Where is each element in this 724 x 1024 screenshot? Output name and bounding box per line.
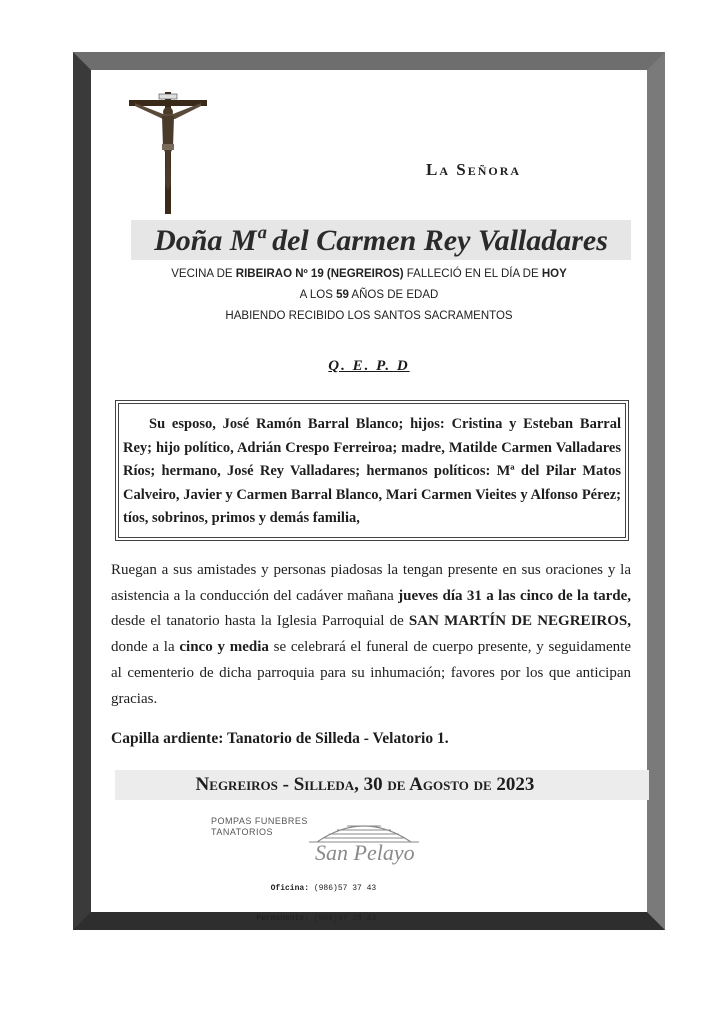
family-box	[115, 400, 629, 541]
request-time: jueves día 31 a las cinco de la tarde,	[398, 587, 631, 604]
request-paragraph	[111, 558, 631, 712]
request-funeral-time: cinco y media	[179, 639, 269, 656]
office-phone: (986)57 37 43	[313, 884, 377, 893]
funeral-home-brand: San Pelayo	[315, 840, 415, 865]
date-line: Negreiros - Silleda, 30 de Agosto de 2023	[195, 774, 535, 795]
detail-line-age	[91, 289, 647, 301]
chapel-line: Capilla ardiente: Tanatorio de Silleda - Velatorio 1.	[111, 730, 449, 747]
request-text: desde el tanatorio hasta la Iglesia Parroquial de	[111, 613, 409, 630]
funeral-home-logo	[211, 816, 431, 923]
detail-text: FALLECIÓ EN EL DÍA DE	[403, 268, 542, 280]
crucifix-icon	[129, 92, 209, 214]
request-text: se celebrará el funeral de cuerpo presente, y seguidamente al cementerio de dicha parroquia para su inhumación; favores por los que anticipan gracias.	[111, 639, 631, 707]
family-box-inner	[118, 403, 626, 538]
detail-line-residence	[91, 268, 647, 280]
request-church: SAN MARTÍN DE NEGREIROS,	[408, 613, 631, 630]
permanent-phone: (986)57 28 43	[313, 914, 377, 923]
detail-age: 59	[336, 289, 349, 301]
obituary-frame	[73, 52, 665, 930]
tagline-line-2: TANATORIOS	[211, 827, 274, 837]
title-la-senora: La Señora	[426, 160, 522, 179]
detail-day: HOY	[541, 268, 567, 280]
obituary-content	[91, 70, 647, 923]
detail-text: VECINA DE	[171, 268, 236, 280]
detail-address: RIBEIRAO Nº 19 (NEGREIROS)	[235, 268, 404, 280]
tagline-line-1: POMPAS FUNEBRES	[211, 816, 308, 826]
deceased-name: Doña Mª del Carmen Rey Valladares	[154, 224, 608, 257]
family-text: Su esposo, José Ramón Barral Blanco; hijos: Cristina y Esteban Barral Rey; hijo político, Adrián Crespo Ferreiroa; madre, Matilde Carmen Valladares Ríos; hermano, José Rey Valladares; hermanos políticos: Mª del Pilar Matos Calveiro, Javier y Carmen Barral Blanco, Mari Carmen Vieites y Alfonso Pérez; tíos, sobrinos, primos y demás familia,	[123, 416, 621, 526]
detail-text: A LOS	[299, 289, 337, 301]
qepd: Q. E. P. D	[328, 358, 410, 374]
detail-line-sacraments: HABIENDO RECIBIDO LOS SANTOS SACRAMENTOS	[225, 310, 513, 322]
office-label: Oficina:	[270, 884, 309, 893]
funeral-home-tagline	[211, 816, 308, 838]
permanent-label: Permanente:	[256, 914, 309, 923]
request-text: Ruegan a sus amistades y personas piadosas la tengan presente en sus oraciones y la asistencia a la conducción del cadáver mañana	[111, 562, 631, 604]
office-phone-row	[239, 884, 376, 894]
detail-text: AÑOS DE EDAD	[348, 289, 439, 301]
permanent-phone-row	[239, 914, 376, 924]
funeral-home-phones	[239, 864, 376, 944]
request-text: donde a la	[111, 639, 180, 656]
